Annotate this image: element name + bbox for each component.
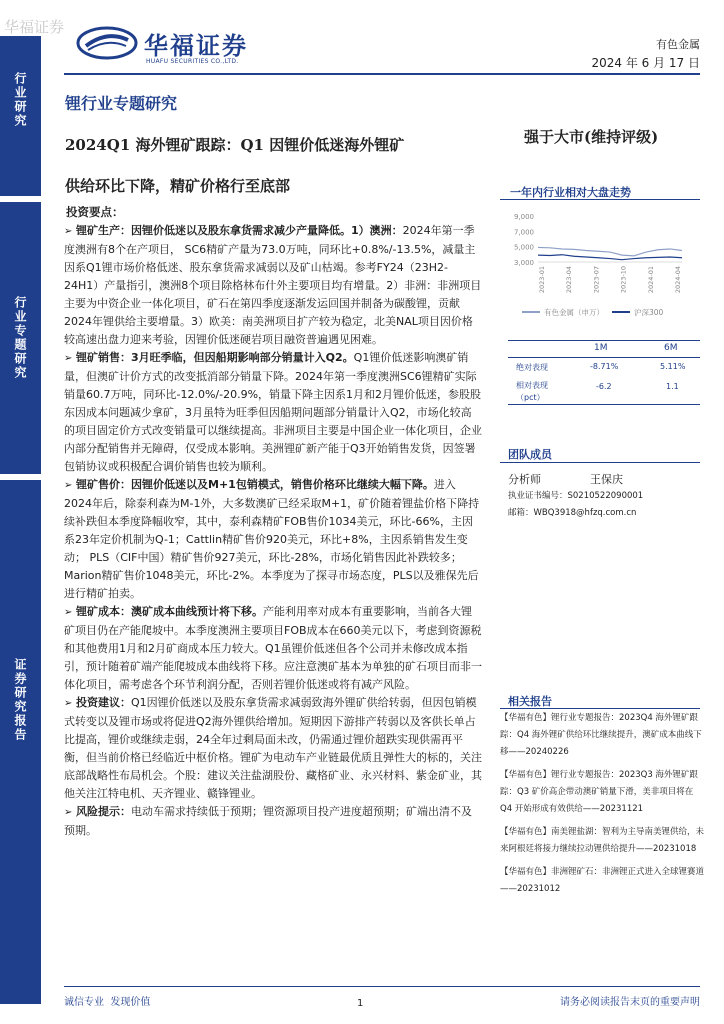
watermark: 华福证券 [4,18,65,36]
paragraph-bold: 投资建议： [76,696,131,709]
x-tick-label: 2023-04 [565,266,574,294]
sidebar-block-1 [0,36,41,196]
investment-heading: 投资要点： [66,205,124,219]
perf-row-label: 绝对表现 [516,363,548,372]
perf-value: 5.11% [660,362,686,371]
sidebar-label-report: 证券研究报告 [13,658,27,742]
sidebar-block-2 [0,202,41,474]
team-heading: 团队成员 [508,448,552,461]
arrow-bullet-icon: ➢ [64,226,73,237]
report-date: 2024 年 6 月 17 日 [591,56,700,70]
x-tick-label: 2023-10 [619,266,628,294]
x-tick-label: 2024-01 [646,266,655,294]
perf-row-label: 相对表现（pct） [516,381,548,402]
related-list [500,710,704,898]
paragraph-text: 2024年第一季度澳洲有8个在产项目， SC6精矿产量为73.0万吨，同环比+0.8%/-13.5%，减量主因系Q1锂市场价格低迷、股东拿货需求减弱以及矿山枯竭。参考FY24（23H2-24H1）产量指引，澳洲8个项目除格林布什外主要项目均有增量。2）非洲：非洲项目主要为中资企业一体化项目，矿石在第四季度逐渐发运回国并制备为碳酸锂，贡献2024年锂供给主要增量。3）欧美：南美洲项目扩产较为稳定，北美NAL项目因价格较高速出盘力迎来考验，因锂价低迷硬岩项目融资普遍遇见困难。 [64,224,482,346]
y-tick-label: 3,000 [513,259,534,267]
perf-value: 1.1 [666,382,679,391]
arrow-bullet-icon: ➢ [64,353,73,364]
paragraph-bold: 锂矿销售：3月旺季临，但因船期影响部分销量计入Q2。 [76,351,354,364]
arrow-bullet-icon: ➢ [64,607,73,618]
chart-title: 一年内行业相对大盘走势 [510,186,631,199]
sidebar-label-industry: 行业研究 [13,72,27,128]
paragraph-text: 产能利用率对成本有重要影响，当前各大锂矿项目仍在产能爬坡中。本季度澳洲主要项目FOB成本在660美元以下，考虑到资源税和其他费用1月和2月矿商成本压力较大。Q1虽锂价低迷但各个公司并未修改成本指引，预计随着矿端产能爬坡成本曲线将下移。应注意澳矿基本为单独的矿石项目而非一体化项目，需考虑各个环节利润分配，否则若锂价低迷或将有减产风险。 [64,605,482,691]
footer-slogan: 诚信专业 发现价值 [64,997,151,1008]
x-tick-label: 2024-04 [674,266,682,294]
arrow-bullet-icon: ➢ [64,480,73,491]
perf-value: -6.2 [596,382,612,391]
y-tick-label: 9,000 [513,213,534,221]
paragraph-text: 进入2024年后，除泰利森为M-1外，大多数澳矿已经采取M+1，矿价随着锂盐价格下降持续补跌但本季度降幅收窄，其中，泰利森精矿FOB售价1034美元，环比-66%，主因系23年定价机制为Q-1；Cattlin精矿售价920美元，环比+8%，主因系销售发生变动； PLS（CIF中国）精矿售价927美元，环比-28%，市场化销售因此补跌较多；Marion精矿售价1048美元，环比-2%。本季度为了探寻市场态度，PLS以及雅保先后进行精矿拍卖。 [64,478,480,600]
team-rule [500,462,700,463]
perf-row-absolute [508,358,700,376]
header-rule [64,73,700,75]
y-tick-label: 5,000 [513,243,534,252]
bullet-paragraph [64,603,482,694]
report-type: 锂行业专题研究 [65,94,178,113]
paragraph-text: Q1因锂价低迷以及股东拿货需求减弱致海外锂矿供给转弱，但因包销模式转变以及锂市场或将促进Q2海外锂供给增加。短期因下游排产转弱以及客供长单占比提高，锂价或继续走弱，24全年过剩局面未改，仍需通过锂价超跌实现供需再平衡，但当前价格已经临近中枢价格。锂矿为电动车产业链最优质且弹性大的标的，关注底部战略性布局机会。个股：建议关注盐湖股份、藏格矿业、永兴材料、紫金矿业，其他关注江特电机、天齐锂业、赣锋锂业。 [64,696,482,800]
report-title-line1: 2024Q1 海外锂矿跟踪：Q1 因锂价低迷海外锂矿 [65,136,405,154]
paragraph-text: Q1锂价低迷影响澳矿销量，但澳矿计价方式的改变抵消部分销量下降。2024年第一季度澳洲SC6锂精矿实际销量60.7万吨，同环比-12.0%/-20.9%，销量下降主因系1月和2月锂价低迷，参股股东因成本问题减少拿矿，3月虽特为旺季但因船期问题部分销量计入Q2，市场化较高的项目固定价方式改变销量可以继续提高。非洲项目主要是中国企业一体化项目，企业内部分配销售并无障碍，仅受成本影响。美洲锂矿新产能于Q3开始销售发货，因签署包销协议或积极配合调价销售也较为顺利。 [64,351,482,473]
series-line [538,255,682,260]
x-tick-label: 2023-01 [538,266,546,294]
paragraph-bold: 锂矿生产：因锂价低迷以及股东拿货需求减少产量降低。1）澳洲： [76,224,403,237]
related-report-item[interactable]: 【华福有色】非洲锂矿石：非洲锂正式进入全球锂赛道——20231012 [500,867,705,894]
body-text [64,222,482,840]
sidebar-label-topic: 行业专题研究 [13,296,27,380]
perf-col-1m: 1M [594,343,608,353]
relative-performance-chart [500,204,700,324]
paragraph-bold: 风险提示： [76,805,131,818]
analyst-role: 分析师 [508,473,541,486]
footer-rule [64,986,700,987]
bullet-paragraph [64,349,482,476]
company-logo [76,26,138,60]
perf-row-relative [508,376,700,405]
perf-table [508,340,700,405]
arrow-bullet-icon: ➢ [64,807,73,818]
x-tick-label: 2023-07 [592,266,601,294]
related-report-item[interactable]: 【华福有色】锂行业专题报告：2023Q4 海外锂矿跟踪：Q4 海外锂矿供给环比继续提升，澳矿成本曲线下移——20240226 [500,713,702,757]
paragraph-text: 电动车需求持续低于预期；锂资源项目投产进度超预期；矿端出清不及预期。 [64,805,472,837]
analyst-email: 邮箱：WBQ3918@hfzq.com.cn [508,508,637,518]
brand-name: 华福证券 [144,31,248,60]
perf-col-6m: 6M [664,343,678,353]
related-heading: 相关报告 [508,695,552,708]
sector-label: 有色金属 [656,38,700,51]
perf-table-header [508,340,700,358]
bullet-paragraph [64,476,482,603]
report-title-line2: 供给环比下降，精矿价格行至底部 [65,177,291,195]
analyst-name: 王保庆 [590,473,623,486]
paragraph-bold: 锂矿售价：因锂价低迷以及M+1包销模式，销售价格环比继续大幅下降。 [76,478,434,491]
bullet-paragraph [64,803,482,840]
related-report-item[interactable]: 【华福有色】锂行业专题报告：2023Q3 海外锂矿跟踪：Q3 矿价高企带动澳矿销量下滑，美非项目将在 Q4 开始形成有效供给——20231121 [500,770,698,814]
analyst-cert: 执业证书编号：S0210522090001 [508,491,644,501]
page-number: 1 [357,998,364,1009]
related-rule [500,708,700,709]
legend-label: 沪深300 [634,308,664,317]
paragraph-bold: 锂矿成本：澳矿成本曲线预计将下移。 [76,605,263,618]
rating: 强于大市(维持评级) [524,128,659,146]
y-tick-label: 7,000 [513,228,534,237]
arrow-bullet-icon: ➢ [64,698,73,709]
perf-value: -8.71% [590,362,619,371]
bullet-paragraph [64,222,482,349]
sidebar-block-3 [0,480,41,1004]
footer-disclaimer: 请务必阅读报告末页的重要声明 [560,997,700,1008]
chart-title-rule [500,199,700,200]
legend-label: 有色金属（申万） [544,308,604,317]
related-report-item[interactable]: 【华福有色】南美锂盐湖：智利为主导南美锂供给，未来阿根廷将接力继续拉动锂供给提升——20231018 [500,827,705,854]
bullet-paragraph [64,694,482,803]
brand-english: HUAFU SECURITIES CO.,LTD. [146,58,239,65]
